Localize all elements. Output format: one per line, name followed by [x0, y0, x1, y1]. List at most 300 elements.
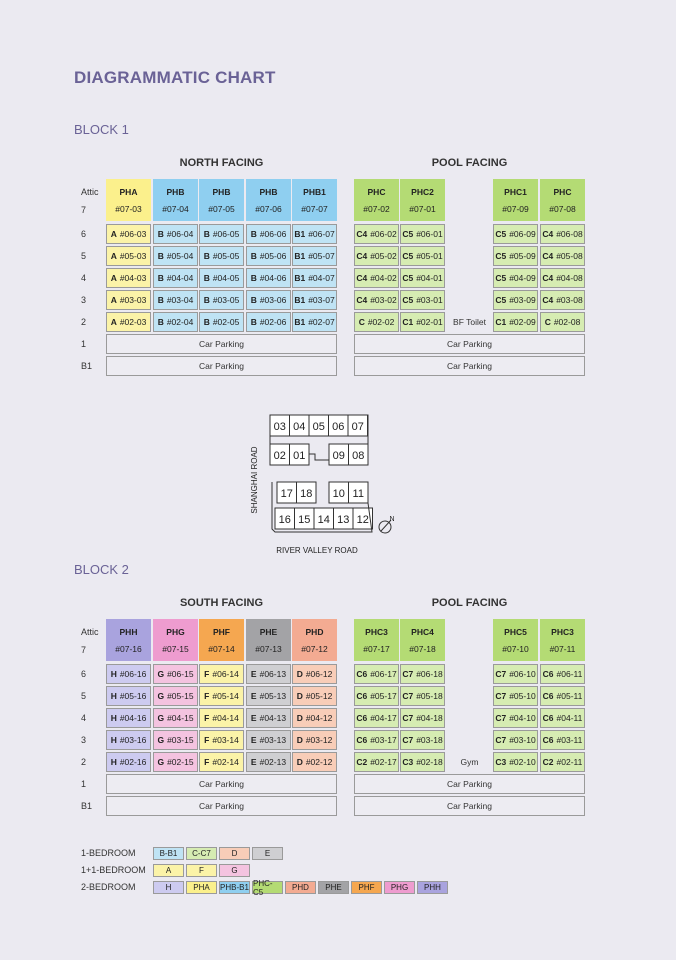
unit-type: G: [157, 735, 165, 745]
legend-swatch: PHF: [351, 881, 382, 894]
unit-number: #07-12: [301, 643, 328, 654]
unit-cell: [246, 246, 291, 266]
unit-number: #06-03: [119, 229, 147, 239]
legend-swatch: H: [153, 881, 184, 894]
unit-type: G: [157, 757, 165, 767]
unit-cell: [246, 290, 291, 310]
unit-box-label: 04: [293, 421, 306, 433]
unit-type: C1: [402, 317, 414, 327]
road-label-left: SHANGHAI ROAD: [250, 446, 259, 514]
unit-number: #02-10: [509, 757, 536, 767]
amenity-label: Gym: [460, 757, 479, 767]
unit-cell: [153, 224, 198, 244]
unit-type: PHC4: [411, 626, 434, 637]
unit-type: B: [250, 273, 257, 283]
unit-cell: [540, 246, 585, 266]
car-parking-bar: Car Parking: [354, 356, 585, 376]
row-label: 6: [81, 669, 87, 679]
unit-cell: [292, 246, 337, 266]
unit-cell: [540, 312, 585, 332]
page-title: DIAGRAMMATIC CHART: [74, 68, 276, 87]
unit-type: C5: [495, 295, 507, 305]
unit-number: #03-07: [308, 295, 335, 305]
section-title-right: POOL FACING: [431, 157, 508, 169]
legend-swatch: C-C7: [186, 847, 217, 860]
unit-number: #02-11: [556, 757, 583, 767]
unit-cell: [106, 246, 151, 266]
unit-type: C4: [542, 295, 554, 305]
unit-cell: [246, 752, 291, 772]
unit-type: G: [157, 713, 165, 723]
unit-number: #07-10: [502, 643, 529, 654]
penthouse-unit: [199, 619, 244, 661]
unit-number: #02-09: [509, 317, 536, 327]
unit-type: C7: [495, 735, 507, 745]
unit-cell: [106, 686, 151, 706]
unit-number: #06-06: [259, 229, 287, 239]
unit-number: #04-14: [212, 713, 239, 723]
unit-cell: [199, 752, 244, 772]
row-label: 7: [81, 645, 87, 655]
unit-type: PHE: [259, 626, 278, 637]
unit-number: #07-13: [255, 643, 282, 654]
unit-cell: [354, 268, 399, 288]
unit-type: A: [110, 229, 117, 239]
unit-number: #03-05: [212, 295, 240, 305]
penthouse-unit: [106, 179, 151, 221]
unit-number: #02-05: [212, 317, 240, 327]
unit-cell: [354, 312, 399, 332]
unit-cell: [493, 224, 538, 244]
unit-box-label: 12: [356, 514, 369, 526]
unit-type: B1: [294, 229, 306, 239]
unit-number: #05-01: [416, 251, 443, 261]
unit-number: #02-03: [119, 317, 147, 327]
unit-cell: [354, 752, 399, 772]
unit-type: C7: [495, 713, 507, 723]
legend-swatch: PHG: [384, 881, 415, 894]
unit-number: #06-09: [509, 229, 536, 239]
unit-type: C6: [542, 669, 554, 679]
unit-type: C7: [402, 691, 414, 701]
legend-swatch: PHE: [318, 881, 349, 894]
unit-cell: [292, 268, 337, 288]
unit-cell: [493, 686, 538, 706]
unit-type: B: [157, 251, 164, 261]
unit-number: #02-07: [308, 317, 335, 327]
unit-cell: [153, 752, 198, 772]
unit-type: F: [204, 691, 210, 701]
unit-cell: [246, 664, 291, 684]
unit-type: C2: [542, 757, 554, 767]
penthouse-unit: [493, 179, 538, 221]
unit-type: A: [110, 295, 117, 305]
unit-cell: [400, 752, 445, 772]
unit-type: C5: [402, 295, 414, 305]
unit-cell: [292, 708, 337, 728]
unit-type: B1: [294, 251, 306, 261]
unit-number: #07-05: [208, 203, 235, 214]
unit-cell: [292, 730, 337, 750]
unit-type: F: [204, 713, 210, 723]
unit-type: PHC2: [411, 186, 434, 197]
row-label: 5: [81, 691, 87, 701]
unit-number: #03-09: [509, 295, 536, 305]
unit-type: C4: [356, 273, 368, 283]
unit-cell: [354, 708, 399, 728]
block-label: BLOCK 1: [74, 122, 129, 137]
unit-number: #06-11: [556, 669, 583, 679]
unit-number: #07-11: [549, 643, 576, 654]
unit-cell: [540, 730, 585, 750]
row-label: 3: [81, 295, 87, 305]
unit-type: B: [203, 295, 210, 305]
unit-type: PHC3: [365, 626, 388, 637]
unit-cell: [292, 290, 337, 310]
unit-type: H: [110, 669, 117, 679]
unit-cell: [106, 664, 151, 684]
unit-number: #05-03: [119, 251, 147, 261]
unit-cell: [199, 708, 244, 728]
legend-swatch: F: [186, 864, 217, 877]
unit-cell: [246, 708, 291, 728]
car-parking-bar: Car Parking: [106, 774, 337, 794]
unit-cell: [106, 752, 151, 772]
unit-number: #02-16: [119, 757, 147, 767]
unit-number: #07-03: [115, 203, 142, 214]
unit-type: PHH: [119, 626, 138, 637]
section-title-right: POOL FACING: [431, 597, 508, 609]
unit-type: E: [250, 713, 257, 723]
unit-cell: [400, 686, 445, 706]
unit-cell: [199, 312, 244, 332]
section-title-left: NORTH FACING: [179, 157, 264, 169]
unit-cell: [540, 686, 585, 706]
unit-number: #06-17: [370, 669, 397, 679]
unit-cell: [199, 268, 244, 288]
unit-cell: [246, 224, 291, 244]
unit-cell: [292, 664, 337, 684]
unit-number: #05-15: [167, 691, 194, 701]
unit-type: PHA: [119, 186, 138, 197]
unit-number: #05-05: [212, 251, 240, 261]
unit-number: #06-02: [370, 229, 397, 239]
unit-number: #06-16: [119, 669, 147, 679]
unit-type: C6: [542, 691, 554, 701]
unit-cell: [400, 246, 445, 266]
unit-number: #03-06: [259, 295, 287, 305]
unit-box-label: 18: [300, 488, 313, 500]
unit-box-label: 17: [280, 488, 293, 500]
unit-cell: [400, 290, 445, 310]
unit-type: PHC: [367, 186, 386, 197]
row-label: 1: [81, 779, 87, 789]
unit-number: #06-01: [416, 229, 443, 239]
legend-swatch: PHC-C5: [252, 881, 283, 894]
road-label-bottom: RIVER VALLEY ROAD: [276, 546, 358, 555]
unit-type: F: [204, 735, 210, 745]
unit-type: B1: [294, 317, 306, 327]
unit-type: C4: [542, 273, 554, 283]
unit-type: C5: [495, 273, 507, 283]
legend-row-label: 1+1-BEDROOM: [81, 865, 146, 875]
unit-type: C7: [402, 713, 414, 723]
unit-type: B: [157, 229, 164, 239]
unit-type: D: [296, 735, 303, 745]
site-plan-drawing: [245, 410, 415, 560]
unit-cell: [354, 224, 399, 244]
unit-type: B: [157, 273, 164, 283]
unit-box-label: 03: [273, 421, 286, 433]
unit-number: #05-14: [212, 691, 239, 701]
unit-cell: [153, 268, 198, 288]
unit-number: #03-18: [416, 735, 443, 745]
unit-box-label: 11: [352, 488, 364, 500]
unit-cell: [493, 290, 538, 310]
legend-swatch: PHB-B1: [220, 883, 249, 892]
unit-box-label: 09: [332, 450, 345, 462]
unit-type: B: [250, 251, 257, 261]
unit-type: C3: [402, 757, 414, 767]
unit-number: #04-08: [556, 273, 583, 283]
unit-number: #06-12: [305, 669, 333, 679]
unit-cell: [493, 752, 538, 772]
unit-number: #07-06: [255, 203, 282, 214]
unit-type: PHF: [213, 626, 230, 637]
unit-type: C1: [495, 317, 507, 327]
unit-number: #03-12: [305, 735, 333, 745]
penthouse-unit: [354, 179, 399, 221]
unit-type: D: [296, 713, 303, 723]
legend-row-label: 1-BEDROOM: [81, 848, 136, 858]
unit-type: C5: [402, 273, 414, 283]
unit-cell: [400, 664, 445, 684]
penthouse-unit: [199, 179, 244, 221]
unit-number: #03-02: [370, 295, 397, 305]
penthouse-unit: [292, 619, 337, 661]
unit-number: #07-08: [549, 203, 576, 214]
unit-box-label: 02: [273, 450, 286, 462]
car-parking-bar: Car Parking: [354, 774, 585, 794]
unit-type: C5: [402, 251, 414, 261]
unit-number: #04-15: [167, 713, 194, 723]
unit-cell: [400, 268, 445, 288]
unit-number: #04-17: [370, 713, 397, 723]
row-label: 7: [81, 205, 87, 215]
unit-type: A: [110, 273, 117, 283]
car-parking-bar: Car Parking: [106, 796, 337, 816]
unit-box-label: 07: [351, 421, 364, 433]
unit-number: #05-17: [370, 691, 397, 701]
unit-cell: [153, 686, 198, 706]
unit-number: #03-01: [416, 295, 443, 305]
unit-cell: [199, 224, 244, 244]
legend-swatch: PHD: [285, 881, 316, 894]
unit-type: C4: [356, 229, 368, 239]
unit-number: #05-07: [308, 251, 335, 261]
unit-type: PHC: [553, 186, 572, 197]
unit-number: #07-17: [363, 643, 390, 654]
unit-type: D: [296, 757, 303, 767]
unit-cell: [106, 224, 151, 244]
row-label: Attic: [81, 627, 99, 637]
unit-type: C: [544, 317, 551, 327]
unit-number: #02-17: [370, 757, 397, 767]
unit-cell: [199, 686, 244, 706]
unit-type: C6: [356, 669, 368, 679]
unit-type: B: [203, 229, 210, 239]
legend-swatch: E: [252, 847, 283, 860]
unit-number: #05-06: [259, 251, 287, 261]
unit-number: #05-13: [259, 691, 287, 701]
unit-number: #02-06: [259, 317, 287, 327]
unit-number: #03-11: [556, 735, 583, 745]
unit-type: C5: [402, 229, 414, 239]
unit-number: #03-03: [119, 295, 147, 305]
unit-number: #03-16: [119, 735, 147, 745]
unit-cell: [354, 730, 399, 750]
unit-type: B: [157, 317, 164, 327]
unit-number: #07-14: [208, 643, 235, 654]
unit-type: C4: [356, 295, 368, 305]
unit-box-label: 14: [317, 514, 330, 526]
unit-cell: [354, 664, 399, 684]
unit-number: #03-15: [167, 735, 194, 745]
unit-cell: [292, 752, 337, 772]
penthouse-unit: [153, 179, 198, 221]
unit-cell: [354, 686, 399, 706]
unit-number: #04-10: [509, 713, 536, 723]
unit-type: C3: [495, 757, 507, 767]
unit-number: #03-14: [212, 735, 239, 745]
unit-cell: [106, 290, 151, 310]
unit-type: C7: [402, 669, 414, 679]
unit-number: #04-13: [259, 713, 287, 723]
unit-type: B1: [294, 295, 306, 305]
unit-number: #06-08: [556, 229, 583, 239]
legend-swatch: D: [219, 847, 250, 860]
row-label: 2: [81, 757, 87, 767]
unit-type: C7: [402, 735, 414, 745]
unit-type: PHB: [212, 186, 231, 197]
unit-type: H: [110, 757, 117, 767]
unit-number: #04-02: [370, 273, 397, 283]
unit-number: #02-13: [259, 757, 287, 767]
unit-type: PHC3: [551, 626, 574, 637]
unit-number: #04-16: [119, 713, 147, 723]
unit-type: C: [358, 317, 365, 327]
unit-type: E: [250, 691, 257, 701]
unit-type: A: [110, 251, 117, 261]
unit-cell: [106, 312, 151, 332]
unit-cell: [199, 730, 244, 750]
unit-cell: [493, 312, 538, 332]
unit-number: #02-14: [212, 757, 239, 767]
unit-type: H: [110, 713, 117, 723]
unit-number: #02-08: [553, 317, 581, 327]
car-parking-bar: Car Parking: [106, 334, 337, 354]
unit-number: #07-15: [162, 643, 189, 654]
legend-swatch: G: [219, 864, 250, 877]
unit-cell: [199, 664, 244, 684]
car-parking-bar: Car Parking: [354, 796, 585, 816]
unit-cell: [493, 708, 538, 728]
unit-type: E: [250, 735, 257, 745]
unit-number: #05-12: [305, 691, 333, 701]
unit-type: PHD: [305, 626, 324, 637]
unit-cell: [493, 268, 538, 288]
north-label: N: [389, 516, 395, 523]
unit-box-label: 15: [298, 514, 311, 526]
row-label: 1: [81, 339, 87, 349]
unit-cell: [292, 312, 337, 332]
unit-type: C6: [542, 713, 554, 723]
unit-number: #02-15: [167, 757, 194, 767]
unit-number: #05-09: [509, 251, 536, 261]
unit-number: #05-08: [556, 251, 583, 261]
unit-number: #07-09: [502, 203, 529, 214]
unit-box-label: 16: [278, 514, 291, 526]
unit-cell: [199, 246, 244, 266]
unit-number: #06-18: [416, 669, 443, 679]
unit-type: B: [203, 251, 210, 261]
car-parking-bar: Car Parking: [106, 356, 337, 376]
unit-type: C6: [356, 713, 368, 723]
unit-cell: [292, 224, 337, 244]
unit-number: #07-02: [363, 203, 390, 214]
unit-type: B: [250, 317, 257, 327]
unit-type: D: [296, 691, 303, 701]
row-label: 6: [81, 229, 87, 239]
unit-number: #06-07: [308, 229, 335, 239]
unit-type: PHC1: [504, 186, 527, 197]
unit-type: H: [110, 735, 117, 745]
unit-number: #06-05: [212, 229, 240, 239]
unit-cell: [493, 246, 538, 266]
unit-number: #07-01: [409, 203, 436, 214]
unit-cell: [493, 730, 538, 750]
unit-type: C4: [542, 229, 554, 239]
penthouse-unit: [400, 179, 445, 221]
unit-number: #04-04: [166, 273, 194, 283]
unit-cell: [106, 730, 151, 750]
penthouse-unit: [292, 179, 337, 221]
unit-cell: [540, 290, 585, 310]
penthouse-unit: [354, 619, 399, 661]
unit-box-label: 08: [352, 450, 365, 462]
unit-number: #07-04: [162, 203, 189, 214]
unit-number: #04-05: [212, 273, 240, 283]
unit-type: G: [157, 691, 165, 701]
unit-type: D: [296, 669, 303, 679]
unit-number: #06-14: [212, 669, 239, 679]
unit-type: C4: [542, 251, 554, 261]
unit-cell: [540, 708, 585, 728]
legend-row-label: 2-BEDROOM: [81, 882, 136, 892]
unit-type: C7: [495, 669, 507, 679]
unit-number: #05-16: [119, 691, 147, 701]
unit-number: #06-04: [166, 229, 194, 239]
unit-cell: [540, 224, 585, 244]
unit-type: B: [250, 229, 257, 239]
unit-cell: [354, 246, 399, 266]
unit-cell: [246, 312, 291, 332]
penthouse-unit: [246, 619, 291, 661]
unit-number: #07-16: [115, 643, 142, 654]
unit-cell: [400, 730, 445, 750]
unit-type: F: [204, 669, 210, 679]
unit-cell: [246, 730, 291, 750]
